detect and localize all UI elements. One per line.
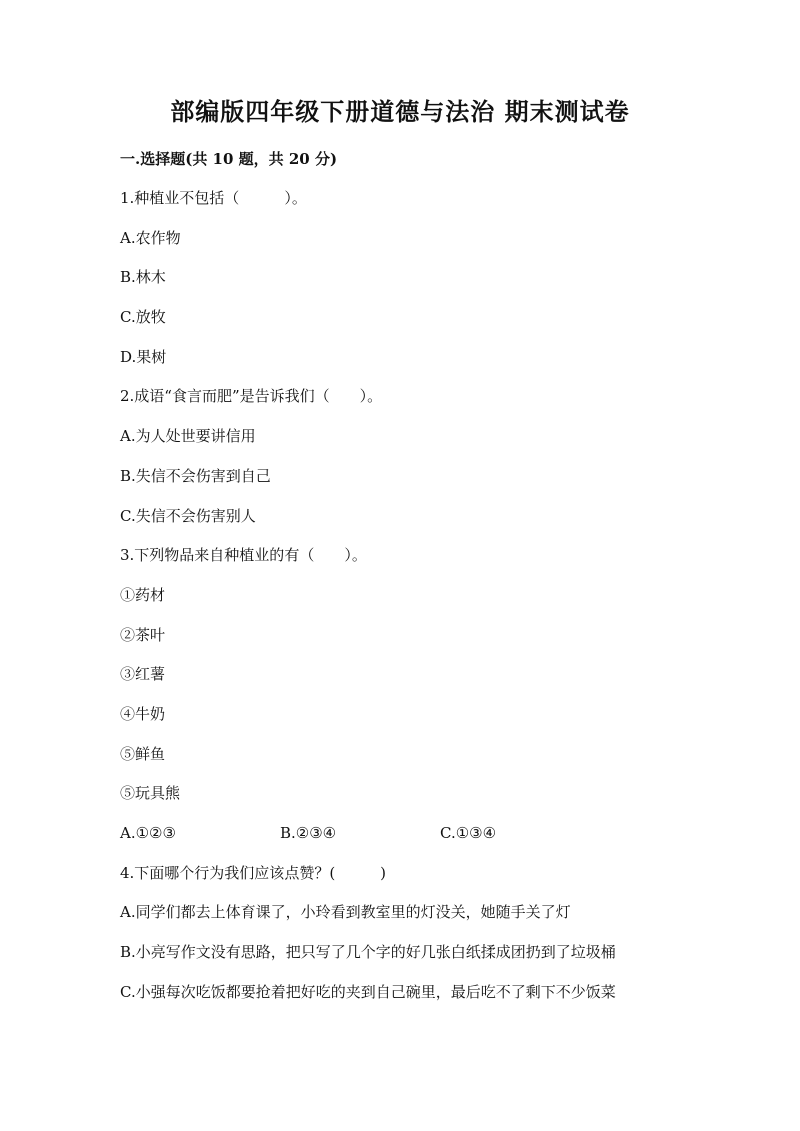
question-3-item-1: ①药材: [120, 585, 166, 604]
question-2-option-a: A.为人处世要讲信用: [120, 427, 256, 446]
question-1-stem: 1.种植业不包括（ ）。: [120, 189, 307, 207]
question-1-option-d: D.果树: [120, 347, 167, 366]
question-3-item-5: ⑤鲜鱼: [120, 744, 166, 763]
section-heading: 一.选择题(共 10 题，共 20 分): [120, 150, 338, 168]
page-title: 部编版四年级下册道德与法治 期末测试卷: [170, 97, 630, 126]
question-list: [120, 188, 720, 1021]
question-3-item-4: ④牛奶: [120, 704, 166, 723]
question-4-option-b: B.小亮写作文没有思路，把只写了几个字的好几张白纸揉成团扔到了垃圾桶: [120, 943, 616, 962]
question-2-option-b: B.失信不会伤害到自己: [120, 466, 271, 485]
question-3-stem: 3.下列物品来自种植业的有（ ）。: [120, 546, 367, 565]
question-2-stem: 2.成语“食言而肥”是告诉我们（ ）。: [120, 387, 383, 406]
question-3-option-c: C.①③④: [440, 824, 497, 842]
question-4-stem: 4.下面哪个行为我们应该点赞？( ): [120, 863, 387, 882]
question-3-option-a: A.①②③: [120, 824, 176, 842]
question-2-option-c: C.失信不会伤害别人: [120, 506, 256, 525]
question-3-options: [120, 823, 720, 863]
question-3-option-b: B.②③④: [280, 824, 337, 842]
question-3-item-2: ②茶叶: [120, 625, 166, 644]
question-1-option-c: C.放牧: [120, 308, 166, 327]
question-4-option-a: A.同学们都去上体育课了，小玲看到教室里的灯没关，她随手关了灯: [120, 903, 571, 922]
question-3-item-3: ③红薯: [120, 665, 166, 684]
question-1-option-b: B.林木: [120, 268, 166, 287]
question-1-option-a: A.农作物: [120, 228, 181, 247]
question-4-option-c: C.小强每次吃饭都要抢着把好吃的夹到自己碗里，最后吃不了剩下不少饭菜: [120, 982, 616, 1001]
question-3-item-6: ⑤玩具熊: [120, 784, 181, 803]
